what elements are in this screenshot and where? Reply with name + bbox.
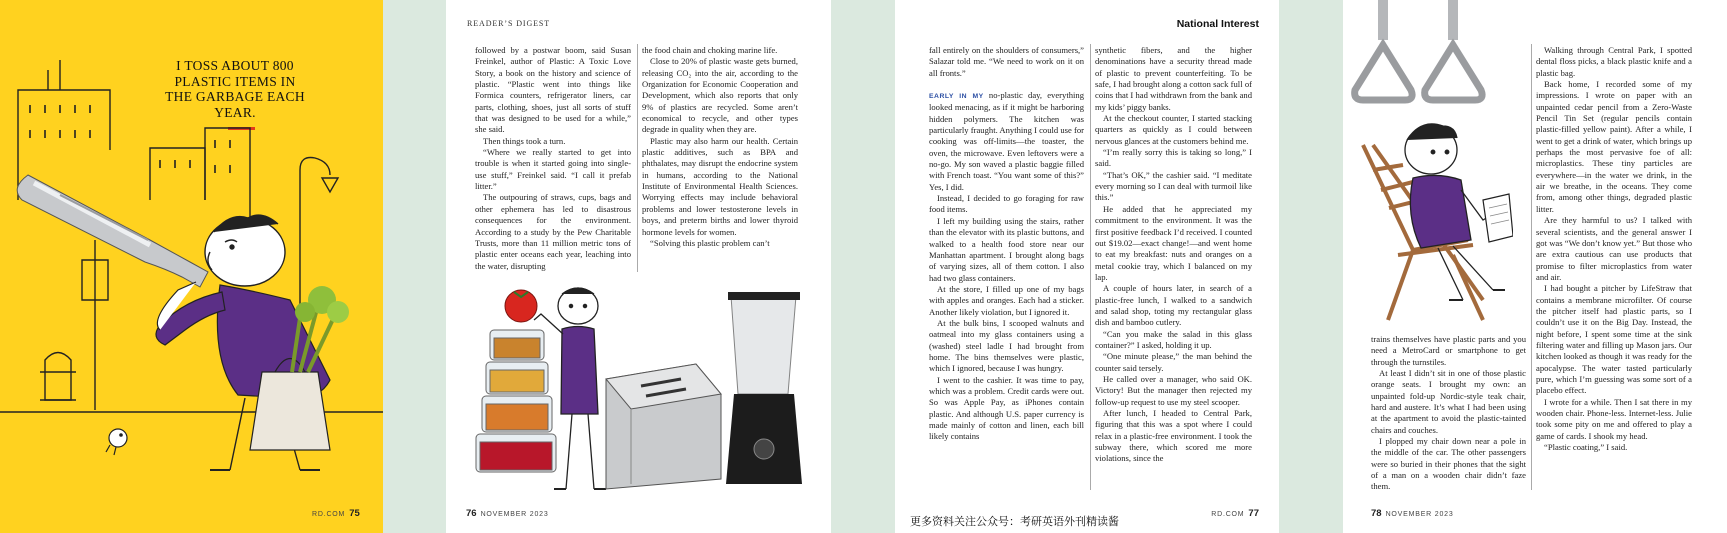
paragraph: Close to 20% of plastic waste gets burned, releasing CO₂ into the air, according to the Organization for Economic Cooperation and Development, which also reports that only 9% of plastics are recycled. Some aren’t economical to recycle, and other types degrade in quality when they are. xyxy=(642,56,798,135)
paragraph: I left my building using the stairs, rather than the elevator with its plastic buttons, and walked to a health food store near our Manhattan apartment. I brought along bags of varying sizes, all of them cotton. I also had two glass containers. xyxy=(929,215,1084,283)
column-rule xyxy=(1090,44,1091,490)
paragraph: He added that he appreciated my commitment to the environment. It was the first positive feedback I’d received. I counted out $19.02—exact change!—and went home to eat my breakfast: nuts and oranges on a metal cookie tray, which I balanced on my lap. xyxy=(1095,203,1252,282)
paragraph: fall entirely on the shoulders of consumers,” Salazar told me. “We need to work on it on all fronts.” xyxy=(929,45,1084,78)
paragraph: I went to the cashier. It was time to pay, which was a problem. Credit cards were out. So was Apple Pay, as iPhones contain plastic. And although U.S. paper currency is made mainly of cotton and linen, each bill likely contains xyxy=(929,374,1084,442)
man-on-wooden-chair-illustration xyxy=(1343,0,1513,335)
paragraph: I plopped my chair down near a pole in the middle of the car. The other passengers were so buried in their phones that the sight of a man on a wooden chair didn’t faze them. xyxy=(1371,436,1526,492)
paragraph: I wrote for a while. Then I sat there in my wooden chair. Phone-less. Internet-less. Julie took some pity on me and offered to play a game of cards. I shook my head. xyxy=(1536,396,1692,441)
folio xyxy=(1211,508,1259,519)
paragraph: followed by a postwar boom, said Susan Freinkel, author of Plastic: A Toxic Love Story, a book on the history and science of plastic. “Plastic went into things like Formica counters, refrigerator liners, car parts, clothing, shoes, just all sorts of stuff that was designed to be used for a while,” she said. xyxy=(475,45,631,135)
page-number: 78 xyxy=(1371,508,1382,519)
page-number: 75 xyxy=(349,508,360,519)
paragraph: At the bulk bins, I scooped walnuts and oatmeal into my glass containers using a (washed) steel ladle I had brought from home. The bins themselves were plastic, which I ignored, because I was hungry. xyxy=(929,317,1084,374)
lead-in-caps: EARLY IN MY xyxy=(929,93,984,101)
man-drinking-bottle-illustration xyxy=(0,0,383,533)
paragraph: Are they harmful to us? I talked with several scientists, and the general answer I got was “We don’t know yet.” But those who are extra cautious can use products that promise to filter microplastics from water and air. xyxy=(1536,215,1692,282)
paragraph: He called over a manager, who said OK. Victory! But the manager then rejected my follow-up request to use my steel scooper. xyxy=(1095,373,1252,407)
page-76 xyxy=(446,0,831,533)
watermark-caption: 更多资料关注公众号：考研英语外刊精读酱 xyxy=(910,515,1119,528)
paragraph: The outpouring of straws, cups, bags and other ephemera has led to disastrous consequences for the environment. According to a study by the Pew Charitable Trusts, more than 11 million metric tons of plastic enter oceans each year, leaching into the water, disrupting xyxy=(475,192,631,271)
folio xyxy=(1371,508,1454,519)
column-2 xyxy=(1536,45,1692,453)
paragraph: Then things took a turn. xyxy=(483,135,566,146)
issue-date: NOVEMBER 2023 xyxy=(1385,511,1454,518)
column-2 xyxy=(1095,45,1252,465)
paragraph: “That’s OK,” the cashier said. “I meditate every morning so I can deal with turmoil like this.” xyxy=(1095,169,1252,203)
paragraph: Instead, I decided to go foraging for raw food items. xyxy=(929,193,1084,215)
running-head: READER’S DIGEST xyxy=(467,19,551,28)
column-1 xyxy=(475,45,631,272)
paragraph: trains themselves have plastic parts and you need a MetroCard or smartphone to get through the turnstiles. xyxy=(1371,334,1526,367)
paragraph: “Can you make the salad in this glass container?” I asked, holding it up. xyxy=(1095,328,1252,350)
paragraph: the food chain and choking marine life. xyxy=(642,45,778,55)
paragraph: At the checkout counter, I started stacking quarters as quickly as I could between nervous glances at the customers behind me. xyxy=(1095,113,1252,146)
paragraph: synthetic fibers, and the higher denominations have a security thread made of plastic to prevent counterfeiting. To be safe, I had brought along a cotton sack full of coins that I had withdrawn from the bank and my kids’ piggy banks. xyxy=(1095,45,1252,112)
paragraph: “One minute please,” the man behind the counter said tersely. xyxy=(1095,351,1252,373)
paragraph: After lunch, I headed to Central Park, figuring that this was a spot where I could relax in a plastic-free environment. I took the subway there, which scored me more violations, since the xyxy=(1095,408,1252,464)
paragraph: “Where we really started to get into trouble is when it started going into single-use stuff,” Freinkel said. “I call it prefab litter.” xyxy=(475,147,631,192)
column-1 xyxy=(929,45,1084,443)
page-78 xyxy=(1343,0,1727,533)
paragraph: “I’m really sorry this is taking so long,” I said. xyxy=(1095,147,1252,169)
column-1 xyxy=(1371,334,1526,493)
page-77 xyxy=(895,0,1279,533)
paragraph-text: no-plastic day, everything looked menacing, as if it might be harboring hidden polymers. The kitchen was particularly fraught. Anything I could use for cooking was off-limits—the toaster, the oven, the microwave. Even leftovers were a no-go. My son waved a plastic baggie filled with French toast. “You want some of this?” Yes, I did. xyxy=(929,90,1084,192)
paragraph: At the store, I filled up one of my bags with apples and oranges. Each had a sticker. Another likely violation, but I ignored it. xyxy=(929,283,1084,317)
folio xyxy=(466,508,549,519)
column-rule xyxy=(1531,44,1532,490)
paragraph: At least I didn’t sit in one of those plastic orange seats. I brought my own: an unpainted fold-up Nordic-style teak chair, hard and austere. It’s what I had been using at the apartment to avoid the plastic-tainted chairs and couches. xyxy=(1371,368,1526,435)
kitchen-plastics-illustration xyxy=(466,284,816,504)
page-75 xyxy=(0,0,383,533)
folio-site: RD.COM xyxy=(312,511,346,518)
paragraph: A couple of hours later, in search of a plastic-free lunch, I walked to a sandwich and salad shop, toting my rectangular glass dish and bamboo cutlery. xyxy=(1095,283,1252,328)
folio-site: RD.COM xyxy=(1211,511,1245,518)
page-number: 77 xyxy=(1248,508,1259,519)
paragraph: “Solving this plastic problem can’t xyxy=(650,237,770,248)
issue-date: NOVEMBER 2023 xyxy=(480,511,549,518)
page-number: 76 xyxy=(466,508,477,519)
paragraph: Back home, I recorded some of my impressions. I wrote on paper with an unpainted cedar pencil from a Zero-Waste Pencil Tin Set (regular pencils contain plastic-filled yellow paint). After a while, I went to get a drink of water, which brings up perhaps the most pervasive foe of all: microplastics. These tiny particles are everywhere—in the water we drink, in the air we breathe, in the oceans. They come from, among other things, degraded plastic litter. xyxy=(1536,79,1692,214)
pull-quote: I TOSS ABOUT 800 PLASTIC ITEMS IN THE GARBAGE EACH YEAR. xyxy=(165,58,305,120)
paragraph-with-lead-in xyxy=(929,90,1084,193)
paragraph: “Plastic coating,” I said. xyxy=(1544,442,1628,453)
column-2 xyxy=(642,45,798,249)
section-title: National Interest xyxy=(1176,18,1259,30)
folio xyxy=(312,508,364,519)
paragraph: Plastic may also harm our health. Certain plastic additives, such as BPA and phthalates, may disrupt the endocrine system in humans, according to the National Institute of Environmental Health Sciences. Worrying effects may include behavioral problems and lower testosterone levels in boys, and preterm births and lower thyroid hormone levels for women. xyxy=(642,135,798,237)
column-rule xyxy=(637,44,638,272)
paragraph: Walking through Central Park, I spotted dental floss picks, a black plastic knife and a plastic bag. xyxy=(1536,45,1692,78)
paragraph: I had bought a pitcher by LifeStraw that contains a membrane microfilter. Of course the pitcher itself had plastic parts, so I couldn’t use it on the Big Day. Instead, the night before, I spent some time at the sink filtering water and filling up Mason jars. Our kitchen looked as though it was ready for the apocalypse. The water tasted particularly pure, which I’m guessing was some sort of a placebo effect. xyxy=(1536,283,1692,396)
